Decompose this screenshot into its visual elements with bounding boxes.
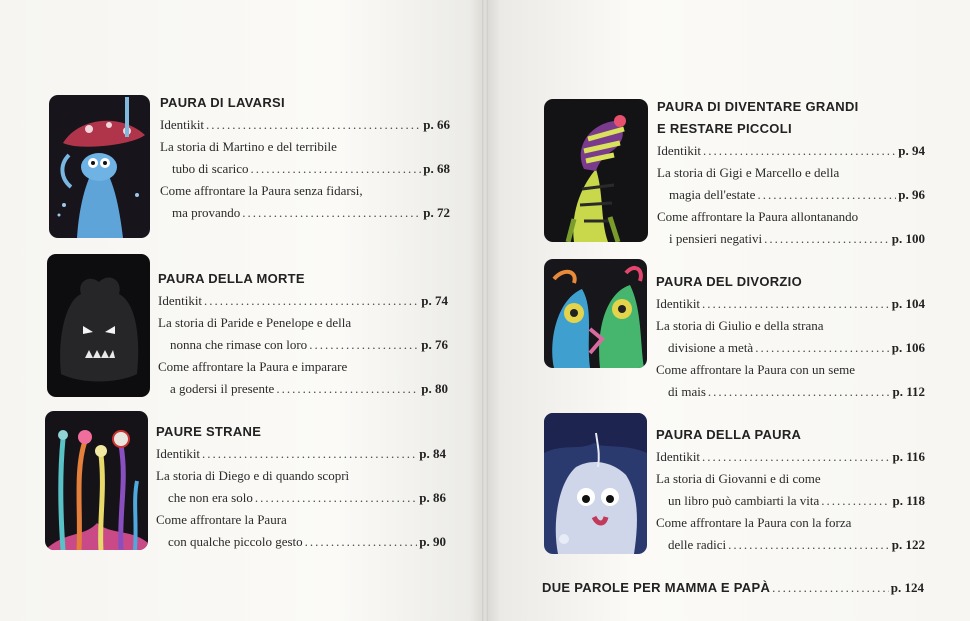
illustration-growing-creature <box>544 99 648 242</box>
toc-entry[interactable]: i pensieri negativi ..... p. 100 <box>657 228 925 250</box>
toc-section-3 <box>156 421 446 553</box>
toc-entry[interactable]: Identikit ..... p. 66 <box>160 114 450 136</box>
illustration-strange-stalks <box>45 411 148 550</box>
page-number: p. 94 <box>898 143 925 158</box>
book-gutter <box>482 0 488 621</box>
toc-section-6 <box>656 424 925 556</box>
page-number: p. 100 <box>891 231 925 246</box>
toc-final-entry[interactable] <box>542 577 924 599</box>
section-title: PAURA DELLA MORTE <box>158 271 305 286</box>
toc-entry-line: La storia di Diego e di quando scoprì <box>156 468 350 483</box>
page-number: p. 90 <box>419 534 446 549</box>
toc-entry[interactable]: un libro può cambiarti la vita ..... p. 118 <box>656 490 925 512</box>
section-title: PAURA DI LAVARSI <box>160 95 285 110</box>
page-number: p. 104 <box>891 296 925 311</box>
page-number: p. 66 <box>423 117 450 132</box>
section-title: PAURE STRANE <box>156 424 262 439</box>
toc-entry-line: La storia di Paride e Penelope e della <box>158 315 352 330</box>
page-number: p. 96 <box>898 187 925 202</box>
toc-entry[interactable]: delle radici ..... p. 122 <box>656 534 925 556</box>
page-number: p. 72 <box>423 205 450 220</box>
toc-section-1 <box>160 92 450 224</box>
section-title-line2: E RESTARE PICCOLI <box>657 121 792 136</box>
illustration-divorce-creatures <box>544 259 647 368</box>
illustration-fear-of-fear <box>544 413 647 554</box>
page-number: p. 68 <box>423 161 450 176</box>
toc-entry-line: La storia di Martino e del terribile <box>160 139 337 154</box>
toc-entry[interactable]: che non era solo ..... p. 86 <box>156 487 446 509</box>
toc-entry[interactable]: Identikit ..... p. 84 <box>156 443 446 465</box>
toc-entry-line: Come affrontare la Paura e imparare <box>158 359 348 374</box>
final-title: DUE PAROLE PER MAMMA E PAPÀ <box>542 580 771 595</box>
section-title: PAURA DELLA PAURA <box>656 427 802 442</box>
toc-entry[interactable]: Identikit ..... p. 104 <box>656 293 925 315</box>
toc-entry-line: Come affrontare la Paura con un seme <box>656 362 856 377</box>
toc-entry-line: Come affrontare la Paura allontanando <box>657 209 859 224</box>
toc-entry[interactable]: Identikit ..... p. 116 <box>656 446 925 468</box>
toc-entry[interactable]: nonna che rimase con loro ..... p. 76 <box>158 334 448 356</box>
page-number: p. 80 <box>421 381 448 396</box>
toc-section-5 <box>656 271 925 403</box>
page-number: p. 116 <box>892 449 925 464</box>
toc-entry-line: Come affrontare la Paura <box>156 512 287 527</box>
page-number: p. 122 <box>891 537 925 552</box>
toc-entry-line: La storia di Giovanni e di come <box>656 471 821 486</box>
toc-entry-line: Come affrontare la Paura senza fidarsi, <box>160 183 363 198</box>
page-number: p. 76 <box>421 337 448 352</box>
toc-entry[interactable]: con qualche piccolo gesto ..... p. 90 <box>156 531 446 553</box>
toc-entry-line: Come affrontare la Paura con la forza <box>656 515 852 530</box>
page-number: p. 84 <box>419 446 446 461</box>
toc-entry[interactable]: Identikit ..... p. 94 <box>657 140 925 162</box>
page-number: p. 86 <box>419 490 446 505</box>
toc-entry[interactable]: magia dell'estate ..... p. 96 <box>657 184 925 206</box>
illustration-mushroom-creature <box>49 95 150 238</box>
toc-entry[interactable]: divisione a metà ..... p. 106 <box>656 337 925 359</box>
section-title: PAURA DEL DIVORZIO <box>656 274 803 289</box>
page-number: p. 74 <box>421 293 448 308</box>
toc-section-2 <box>158 268 448 400</box>
page-number: p. 106 <box>891 340 925 355</box>
illustration-shadow-monster <box>47 254 150 397</box>
toc-section-4 <box>657 96 925 250</box>
toc-entry[interactable]: tubo di scarico ..... p. 68 <box>160 158 450 180</box>
toc-entry[interactable]: Identikit ..... p. 74 <box>158 290 448 312</box>
page-number: p. 124 <box>890 580 924 595</box>
toc-entry-line: La storia di Gigi e Marcello e della <box>657 165 840 180</box>
page-number: p. 118 <box>892 493 925 508</box>
toc-entry[interactable]: di mais ..... p. 112 <box>656 381 925 403</box>
section-title: PAURA DI DIVENTARE GRANDI <box>657 99 859 114</box>
toc-entry[interactable]: a godersi il presente ..... p. 80 <box>158 378 448 400</box>
toc-entry[interactable]: ma provando ..... p. 72 <box>160 202 450 224</box>
toc-entry-line: La storia di Giulio e della strana <box>656 318 824 333</box>
page-number: p. 112 <box>892 384 925 399</box>
